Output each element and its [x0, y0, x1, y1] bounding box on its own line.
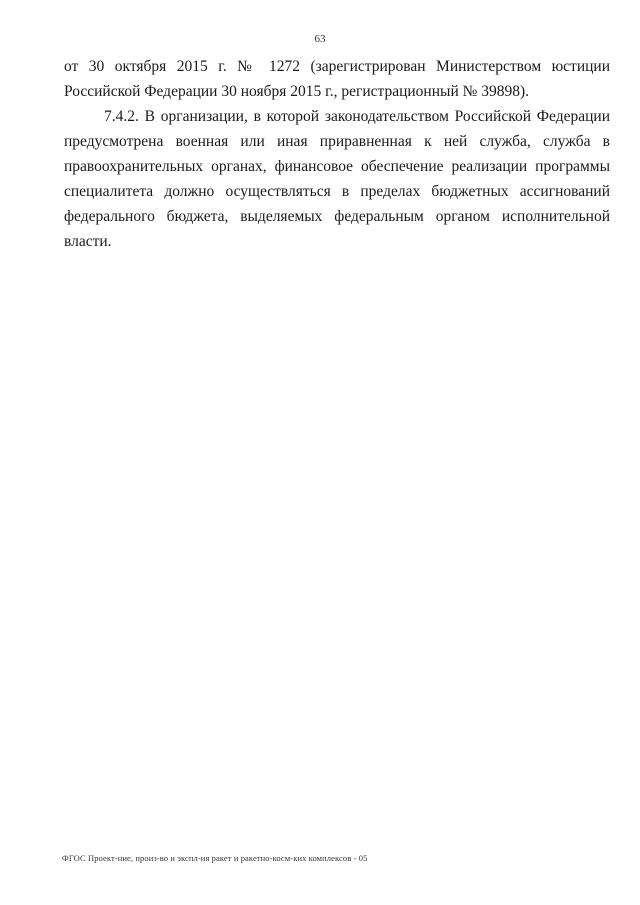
paragraph-continuation: от 30 октября 2015 г. № 1272 (зарегистрирован Министерством юстиции Российской Федерации 30 ноября 2015 г., регистрационный № 39898).	[64, 58, 610, 100]
page-footer: ФГОС Проект-ние, произ-во и экспл-ия ракет и ракетно-косм-ких комплексов - 05	[62, 853, 368, 863]
page-number: 63	[314, 33, 326, 45]
paragraph-7-4-2: 7.4.2. В организации, в которой законодательством Российской Федерации предусмотрена военная или иная приравненная к ней служба, служба в правоохранительных органах, финансовое обеспечение реализации программы специалитета должно осуществляться в пределах бюджетных ассигнований федерального бюджета, выделяемых федеральным органом исполнительной власти.	[64, 108, 610, 250]
document-body	[64, 54, 610, 254]
